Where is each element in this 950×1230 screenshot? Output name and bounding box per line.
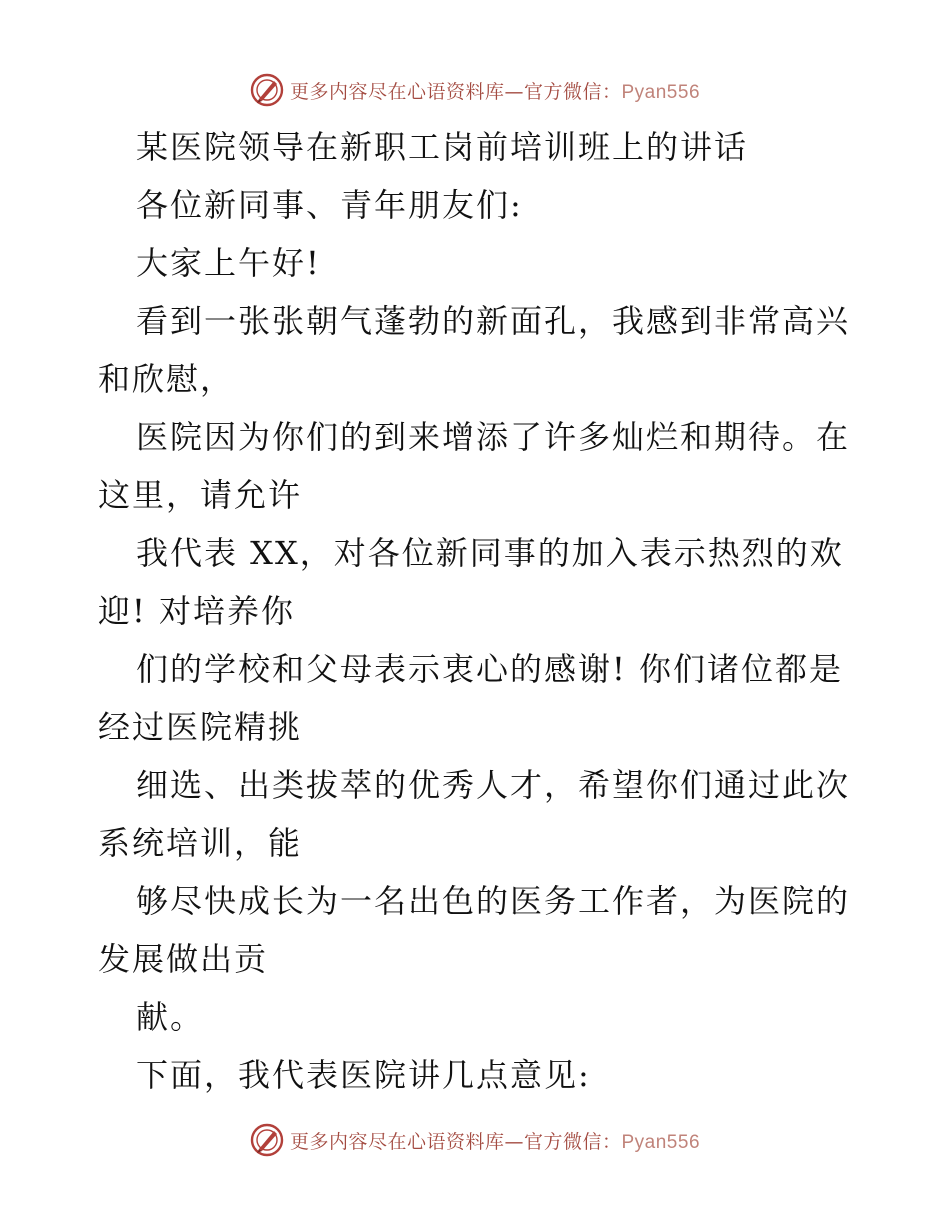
header-watermark-banner (0, 70, 950, 110)
text-line: 系统培训，能 (98, 824, 303, 862)
text-line: 我代表 XX，对各位新同事的加入表示热烈的欢 (136, 534, 844, 572)
watermark-brand: Pyan556 (621, 81, 701, 103)
text-line: 献。 (136, 998, 205, 1036)
watermark-text: 更多内容尽在心语资料库—官方微信：Pyan556 (289, 80, 701, 103)
text-line: 各位新同事、青年朋友们: (136, 186, 523, 224)
quill-logo-icon (250, 73, 284, 107)
text-line: 发展做出贡 (98, 940, 269, 978)
text-line: 看到一张张朝气蓬勃的新面孔，我感到非常高兴 (136, 302, 851, 340)
text-line: 这里，请允许 (98, 476, 303, 514)
quill-logo-icon (250, 1123, 284, 1157)
text-line: 下面，我代表医院讲几点意见: (136, 1056, 591, 1094)
watermark-text: 更多内容尽在心语资料库—官方微信：Pyan556 (289, 1130, 701, 1153)
text-line: 大家上午好! (136, 244, 321, 282)
text-line: 迎! 对培养你 (98, 592, 296, 630)
text-line: 医院因为你们的到来增添了许多灿烂和期待。在 (136, 418, 851, 456)
text-line: 某医院领导在新职工岗前培训班上的讲话 (136, 128, 749, 166)
text-line: 细选、出类拔萃的优秀人才，希望你们通过此次 (136, 766, 851, 804)
text-line: 够尽快成长为一名出色的医务工作者，为医院的 (136, 882, 851, 920)
text-line: 们的学校和父母表示衷心的感谢! 你们诸位都是 (136, 650, 844, 688)
document-body (98, 118, 858, 1104)
footer-watermark-banner (0, 1120, 950, 1160)
text-line: 经过医院精挑 (98, 708, 303, 746)
text-line: 和欣慰， (98, 360, 235, 398)
watermark-brand: Pyan556 (621, 1131, 701, 1153)
